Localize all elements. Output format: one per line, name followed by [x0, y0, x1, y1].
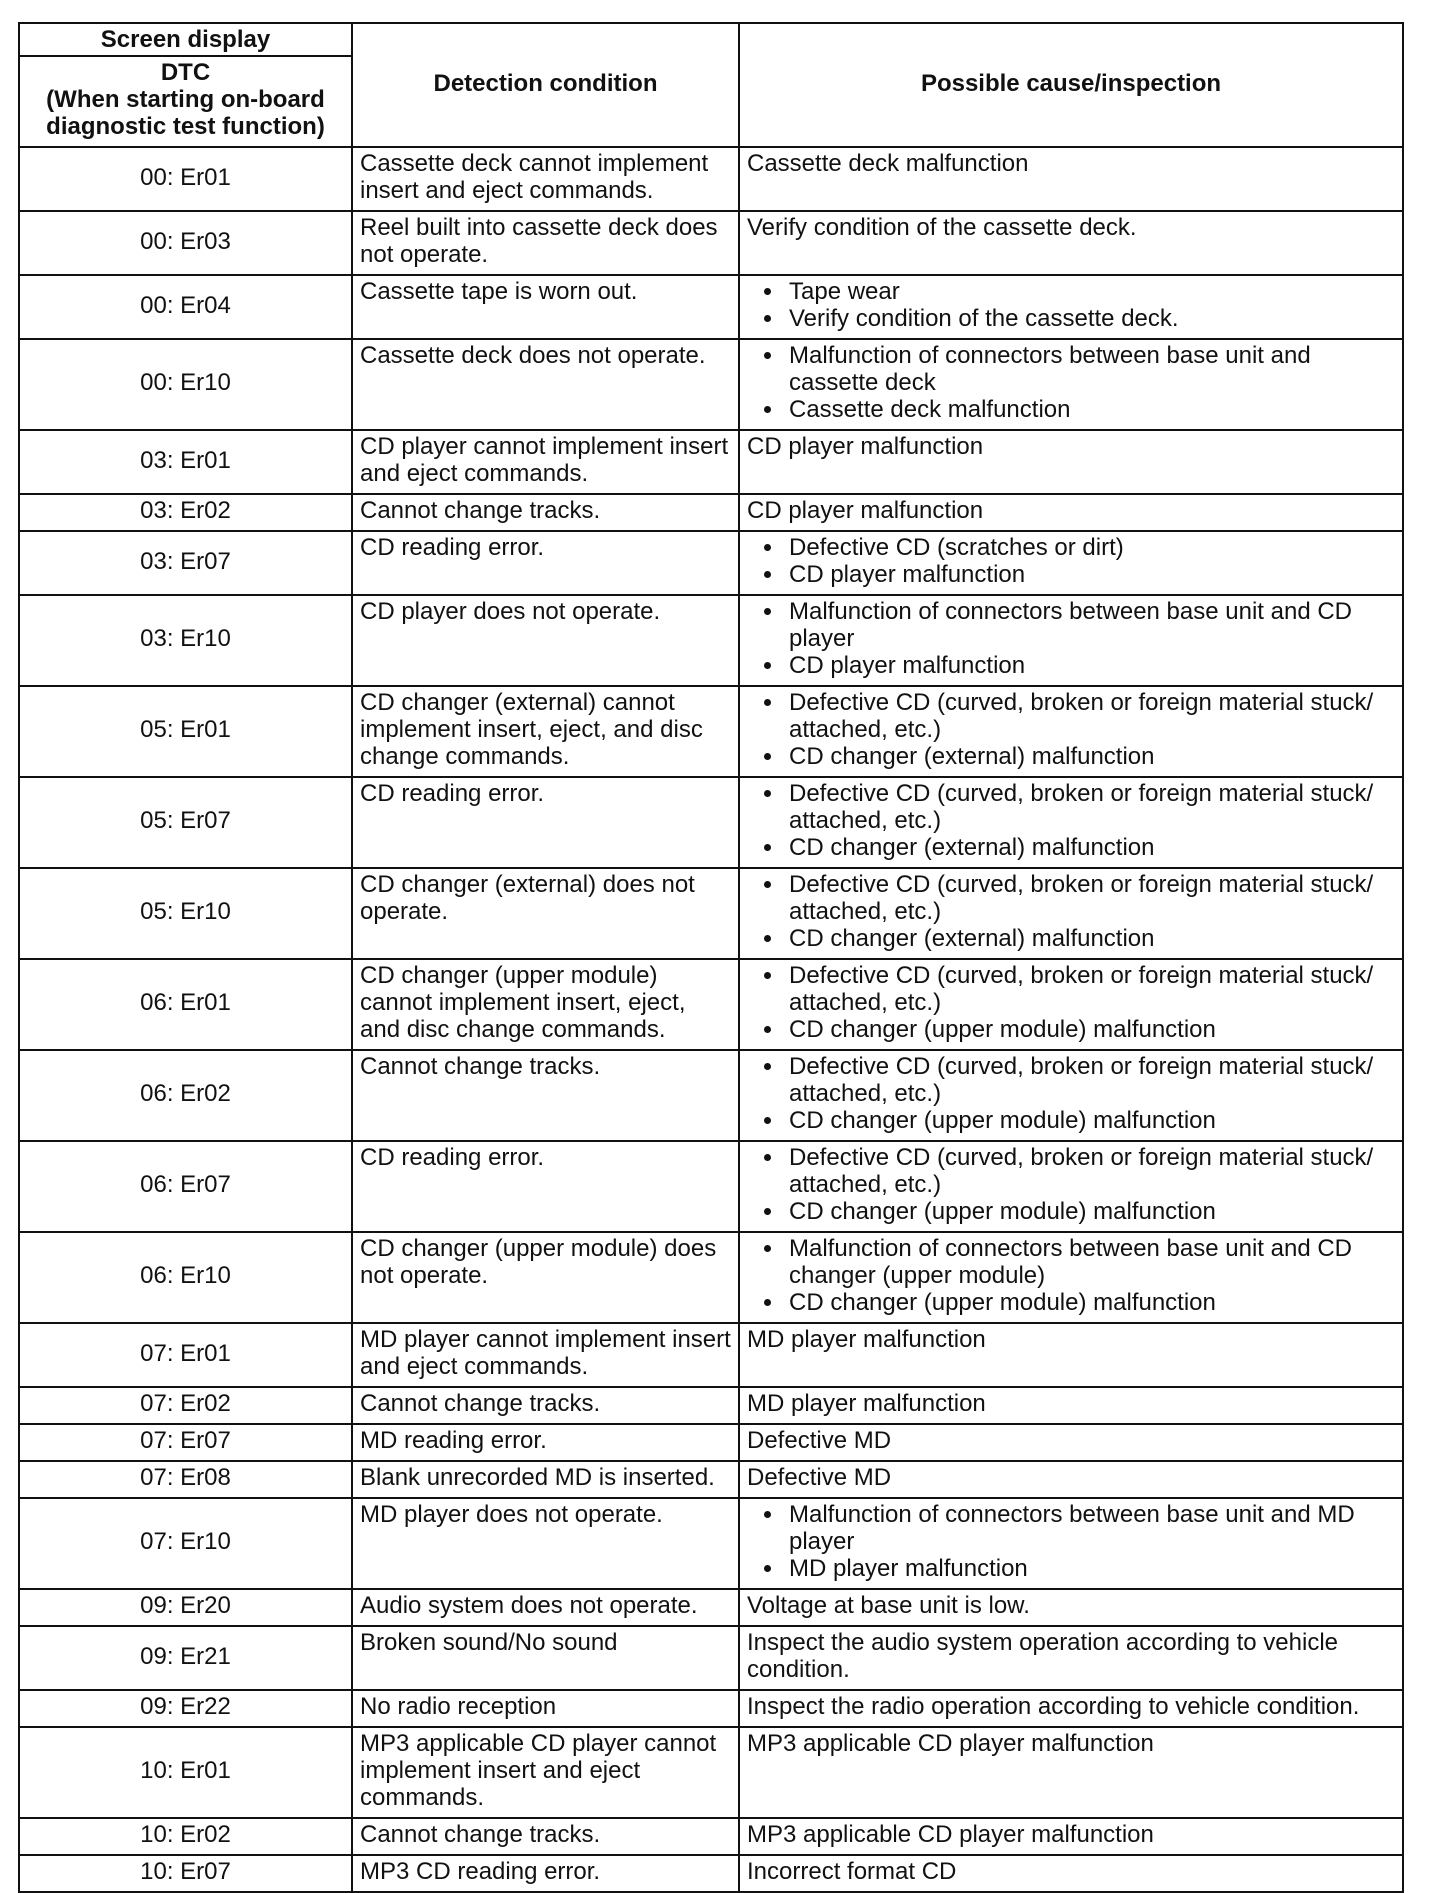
cause-bullet-item: • CD changer (upper module) malfunction	[785, 1198, 1395, 1225]
cause-bullet-list	[747, 1501, 1395, 1582]
dtc-code-cell: 05: Er10	[19, 868, 352, 959]
possible-cause-cell	[739, 1141, 1403, 1232]
detection-condition-cell: Cassette deck does not operate.	[352, 339, 739, 430]
detection-condition-cell: Cannot change tracks.	[352, 1818, 739, 1855]
detection-condition-cell: CD changer (upper module) cannot implement insert, eject, and disc change commands.	[352, 959, 739, 1050]
dtc-code-cell: 05: Er01	[19, 686, 352, 777]
cause-bullet-list	[747, 780, 1395, 861]
detection-condition-cell: Cassette tape is worn out.	[352, 275, 739, 339]
cause-bullet-list	[747, 962, 1395, 1043]
cause-bullet-item: • CD changer (external) malfunction	[785, 834, 1395, 861]
dtc-code-cell: 07: Er01	[19, 1323, 352, 1387]
cause-bullet-list	[747, 1235, 1395, 1316]
screen-display-header: Screen display	[19, 23, 352, 56]
detection-condition-cell: CD reading error.	[352, 1141, 739, 1232]
dtc-code-cell: 05: Er07	[19, 777, 352, 868]
table-row	[19, 147, 1403, 211]
cause-bullet-item: • CD changer (upper module) malfunction	[785, 1107, 1395, 1134]
dtc-code-cell: 07: Er08	[19, 1461, 352, 1498]
cause-bullet-list	[747, 1053, 1395, 1134]
table-row	[19, 1387, 1403, 1424]
possible-cause-cell	[739, 531, 1403, 595]
detection-condition-header: Detection condition	[352, 23, 739, 147]
cause-bullet-list	[747, 871, 1395, 952]
detection-condition-cell: Cannot change tracks.	[352, 1387, 739, 1424]
cause-bullet-item: • Defective CD (curved, broken or foreign material stuck/ attached, etc.)	[785, 962, 1395, 1016]
cause-bullet-item: • CD changer (upper module) malfunction	[785, 1016, 1395, 1043]
possible-cause-cell	[739, 868, 1403, 959]
possible-cause-cell	[739, 339, 1403, 430]
table-row	[19, 1232, 1403, 1323]
detection-condition-cell: Cassette deck cannot implement insert and eject commands.	[352, 147, 739, 211]
dtc-code-cell: 10: Er07	[19, 1855, 352, 1892]
detection-condition-cell: CD reading error.	[352, 777, 739, 868]
dtc-code-cell: 06: Er01	[19, 959, 352, 1050]
dtc-code-cell: 06: Er02	[19, 1050, 352, 1141]
detection-condition-cell: CD player cannot implement insert and eject commands.	[352, 430, 739, 494]
dtc-code-cell: 06: Er07	[19, 1141, 352, 1232]
possible-cause-cell: MP3 applicable CD player malfunction	[739, 1818, 1403, 1855]
dtc-header	[19, 56, 352, 147]
possible-cause-cell: MD player malfunction	[739, 1323, 1403, 1387]
possible-cause-header: Possible cause/inspection	[739, 23, 1403, 147]
cause-bullet-list	[747, 534, 1395, 588]
possible-cause-cell: MD player malfunction	[739, 1387, 1403, 1424]
table-header	[19, 23, 1403, 147]
cause-bullet-item: • CD changer (upper module) malfunction	[785, 1289, 1395, 1316]
table-row	[19, 275, 1403, 339]
table-row	[19, 595, 1403, 686]
table-row	[19, 1727, 1403, 1818]
table-row	[19, 339, 1403, 430]
detection-condition-cell: MD player cannot implement insert and eject commands.	[352, 1323, 739, 1387]
possible-cause-cell: CD player malfunction	[739, 430, 1403, 494]
cause-bullet-item: • Cassette deck malfunction	[785, 396, 1395, 423]
detection-condition-cell: Broken sound/No sound	[352, 1626, 739, 1690]
dtc-code-cell: 00: Er04	[19, 275, 352, 339]
possible-cause-cell: Defective MD	[739, 1461, 1403, 1498]
cause-bullet-list	[747, 342, 1395, 423]
dtc-code-cell: 00: Er01	[19, 147, 352, 211]
possible-cause-cell: Inspect the radio operation according to vehicle condition.	[739, 1690, 1403, 1727]
detection-condition-cell: No radio reception	[352, 1690, 739, 1727]
table-row	[19, 1461, 1403, 1498]
cause-bullet-item: • Verify condition of the cassette deck.	[785, 305, 1395, 332]
dtc-code-cell: 03: Er01	[19, 430, 352, 494]
possible-cause-cell: MP3 applicable CD player malfunction	[739, 1727, 1403, 1818]
cause-bullet-item: • Defective CD (curved, broken or foreign material stuck/ attached, etc.)	[785, 1053, 1395, 1107]
cause-bullet-item: • Defective CD (scratches or dirt)	[785, 534, 1395, 561]
dtc-label: DTC	[160, 59, 211, 86]
possible-cause-cell	[739, 275, 1403, 339]
cause-bullet-item: • CD player malfunction	[785, 561, 1395, 588]
table-row	[19, 1818, 1403, 1855]
possible-cause-cell	[739, 777, 1403, 868]
possible-cause-cell: CD player malfunction	[739, 494, 1403, 531]
possible-cause-cell	[739, 595, 1403, 686]
dtc-code-cell: 06: Er10	[19, 1232, 352, 1323]
cause-bullet-item: • Defective CD (curved, broken or foreign material stuck/ attached, etc.)	[785, 689, 1395, 743]
dtc-code-cell: 10: Er02	[19, 1818, 352, 1855]
possible-cause-cell	[739, 959, 1403, 1050]
possible-cause-cell: Cassette deck malfunction	[739, 147, 1403, 211]
table-row	[19, 1141, 1403, 1232]
dtc-note: (When starting on-board diagnostic test function)	[46, 86, 325, 140]
table-row	[19, 868, 1403, 959]
detection-condition-cell: MD player does not operate.	[352, 1498, 739, 1589]
detection-condition-cell: CD changer (upper module) does not operate.	[352, 1232, 739, 1323]
cause-bullet-item: • Defective CD (curved, broken or foreign material stuck/ attached, etc.)	[785, 1144, 1395, 1198]
cause-bullet-item: • Malfunction of connectors between base unit and cassette deck	[785, 342, 1395, 396]
cause-bullet-item: • Tape wear	[785, 278, 1395, 305]
cause-bullet-list	[747, 689, 1395, 770]
dtc-code-cell: 07: Er07	[19, 1424, 352, 1461]
dtc-code-cell: 03: Er02	[19, 494, 352, 531]
table-row	[19, 531, 1403, 595]
detection-condition-cell: Audio system does not operate.	[352, 1589, 739, 1626]
table-row	[19, 1589, 1403, 1626]
possible-cause-cell: Inspect the audio system operation according to vehicle condition.	[739, 1626, 1403, 1690]
table-row	[19, 494, 1403, 531]
detection-condition-cell: CD player does not operate.	[352, 595, 739, 686]
detection-condition-cell: CD reading error.	[352, 531, 739, 595]
table-row	[19, 1498, 1403, 1589]
possible-cause-cell	[739, 686, 1403, 777]
possible-cause-cell: Defective MD	[739, 1424, 1403, 1461]
cause-bullet-item: • Defective CD (curved, broken or foreign material stuck/ attached, etc.)	[785, 780, 1395, 834]
cause-bullet-item: • Malfunction of connectors between base unit and CD changer (upper module)	[785, 1235, 1395, 1289]
cause-bullet-item: • Defective CD (curved, broken or foreign material stuck/ attached, etc.)	[785, 871, 1395, 925]
detection-condition-cell: CD changer (external) does not operate.	[352, 868, 739, 959]
dtc-code-cell: 00: Er03	[19, 211, 352, 275]
cause-bullet-list	[747, 278, 1395, 332]
possible-cause-cell	[739, 1050, 1403, 1141]
detection-condition-cell: Cannot change tracks.	[352, 1050, 739, 1141]
cause-bullet-item: • CD changer (external) malfunction	[785, 743, 1395, 770]
possible-cause-cell	[739, 1232, 1403, 1323]
dtc-code-cell: 07: Er10	[19, 1498, 352, 1589]
table-row	[19, 1690, 1403, 1727]
detection-condition-cell: Blank unrecorded MD is inserted.	[352, 1461, 739, 1498]
dtc-code-cell: 10: Er01	[19, 1727, 352, 1818]
cause-bullet-item: • CD changer (external) malfunction	[785, 925, 1395, 952]
possible-cause-cell	[739, 1498, 1403, 1589]
dtc-code-cell: 07: Er02	[19, 1387, 352, 1424]
table-row	[19, 1626, 1403, 1690]
table-row	[19, 1855, 1403, 1892]
detection-condition-cell: MP3 applicable CD player cannot implement insert and eject commands.	[352, 1727, 739, 1818]
cause-bullet-item: • Malfunction of connectors between base unit and MD player	[785, 1501, 1395, 1555]
detection-condition-cell: MD reading error.	[352, 1424, 739, 1461]
possible-cause-cell: Voltage at base unit is low.	[739, 1589, 1403, 1626]
dtc-code-cell: 09: Er21	[19, 1626, 352, 1690]
table-row	[19, 211, 1403, 275]
detection-condition-cell: CD changer (external) cannot implement insert, eject, and disc change commands.	[352, 686, 739, 777]
table-row	[19, 777, 1403, 868]
table-row	[19, 1424, 1403, 1461]
table-row	[19, 959, 1403, 1050]
dtc-code-cell: 00: Er10	[19, 339, 352, 430]
cause-bullet-item: • CD player malfunction	[785, 652, 1395, 679]
cause-bullet-item: • MD player malfunction	[785, 1555, 1395, 1582]
possible-cause-cell: Incorrect format CD	[739, 1855, 1403, 1892]
detection-condition-cell: Reel built into cassette deck does not operate.	[352, 211, 739, 275]
cause-bullet-item: • Malfunction of connectors between base unit and CD player	[785, 598, 1395, 652]
possible-cause-cell: Verify condition of the cassette deck.	[739, 211, 1403, 275]
table-row	[19, 686, 1403, 777]
table-row	[19, 1323, 1403, 1387]
dtc-table	[18, 22, 1404, 1893]
detection-condition-cell: Cannot change tracks.	[352, 494, 739, 531]
dtc-code-cell: 03: Er07	[19, 531, 352, 595]
dtc-code-cell: 09: Er20	[19, 1589, 352, 1626]
dtc-code-cell: 03: Er10	[19, 595, 352, 686]
table-body	[19, 147, 1403, 1892]
detection-condition-cell: MP3 CD reading error.	[352, 1855, 739, 1892]
cause-bullet-list	[747, 1144, 1395, 1225]
table-row	[19, 1050, 1403, 1141]
table-row	[19, 430, 1403, 494]
dtc-code-cell: 09: Er22	[19, 1690, 352, 1727]
cause-bullet-list	[747, 598, 1395, 679]
